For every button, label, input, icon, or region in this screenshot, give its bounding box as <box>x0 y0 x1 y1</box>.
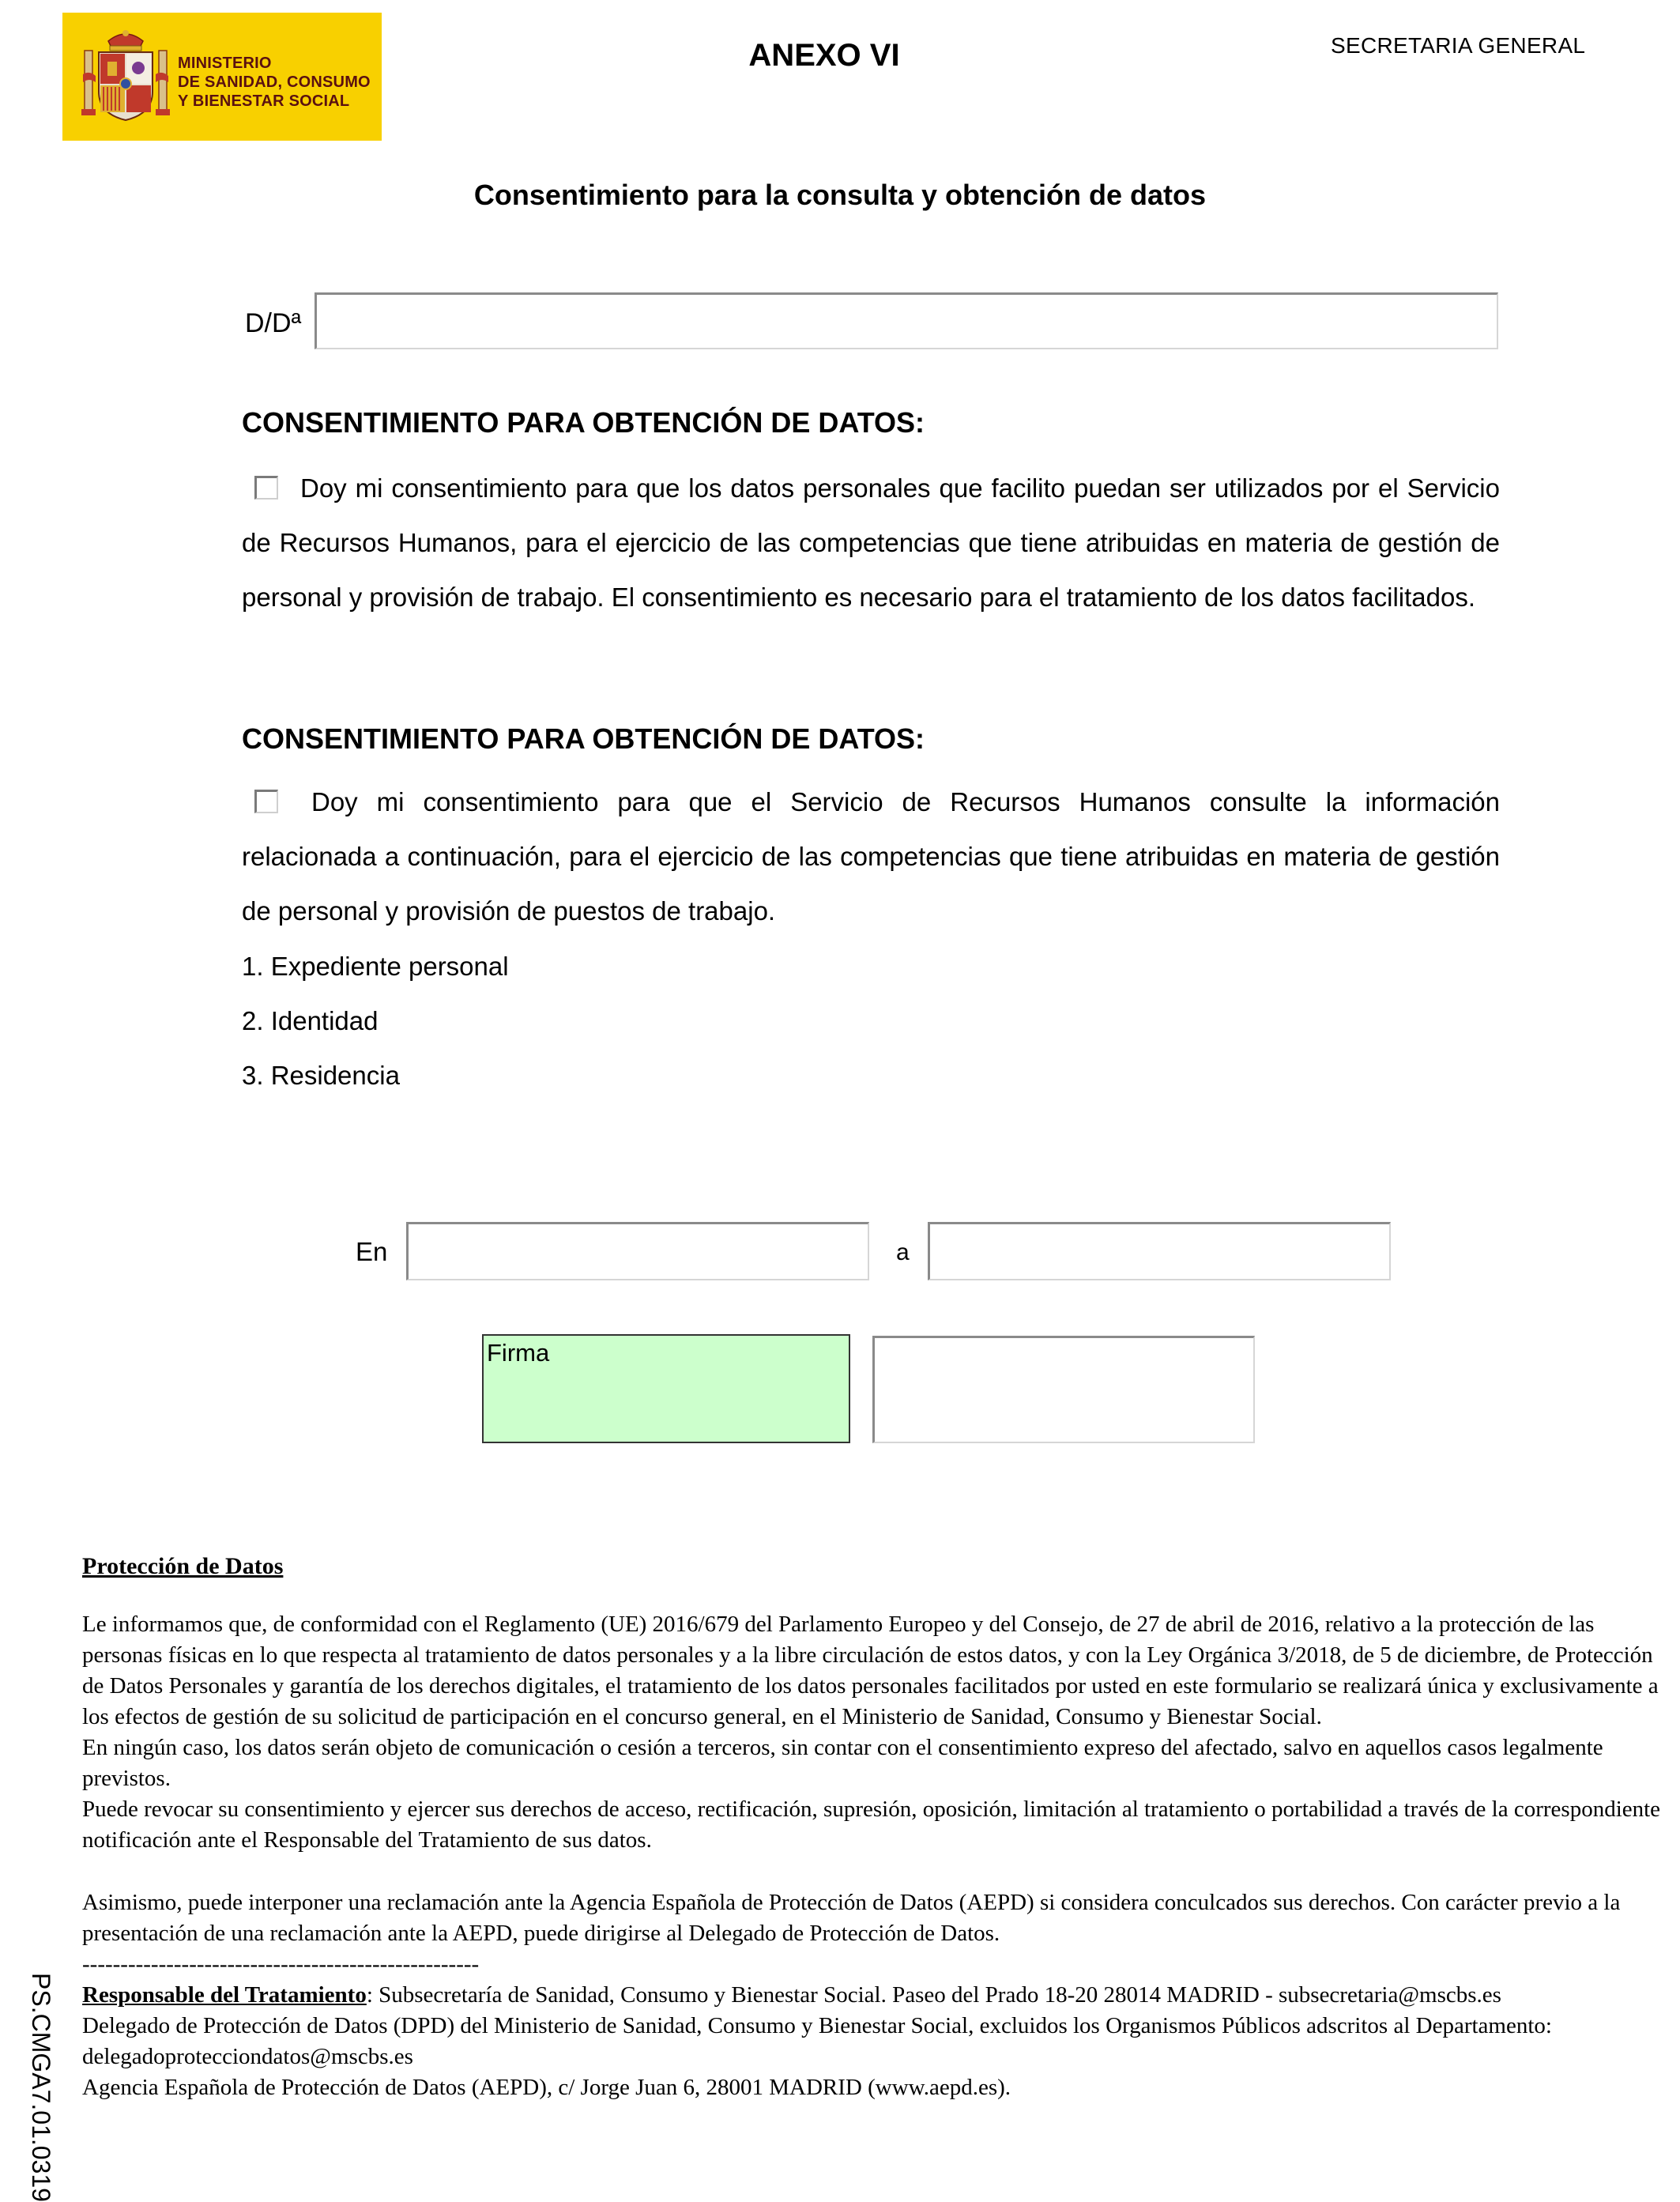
list-item: 1. Expediente personal <box>242 952 509 981</box>
date-label: a <box>896 1239 910 1265</box>
document-title: Consentimiento para la consulta y obtención de datos <box>473 179 1207 211</box>
section-heading-obtencion-2: CONSENTIMIENTO PARA OBTENCIÓN DE DATOS: <box>242 722 925 755</box>
list-item: 2. Identidad <box>242 1006 379 1035</box>
signature-label: Firma <box>487 1339 550 1367</box>
ministry-line: Y BIENESTAR SOCIAL <box>178 92 350 110</box>
data-protection-body <box>82 1609 1661 2103</box>
dda-label: D/Dª <box>245 308 302 338</box>
signature-field[interactable] <box>872 1336 1255 1443</box>
place-label: En <box>356 1237 388 1266</box>
ministry-line: MINISTERIO <box>178 55 272 72</box>
data-protection-paragraph: Le informamos que, de conformidad con el Reglamento (UE) 2016/679 del Parlamento Europeo y del Consejo, de 27 de abril de 2016, relativo a la protección de las personas físicas en lo que respecta al tratamiento de datos personales y a la libre circulación de estos datos, y con la Ley Orgánica 3/2018, de 5 de diciembre, de Protección de Datos Personales y garantía de los derechos digitales, el tratamiento de los datos personales facilitados por usted en este formulario se realizará única y exclusivamente a los efectos de gestión de su solicitud de participación en el concurso general, en el Ministerio de Sanidad, Consumo y Bienestar Social. <box>82 1612 1659 1729</box>
dda-name-field[interactable] <box>315 292 1498 349</box>
data-protection-title: Protección de Datos <box>82 1553 284 1579</box>
responsable-text: : Subsecretaría de Sanidad, Consumo y Bienestar Social. Paseo del Prado 18-20 28014 MADRID - subsecretaria@mscbs.es <box>366 1982 1501 2008</box>
ministry-line: DE SANIDAD, CONSUMO <box>178 74 371 91</box>
dpd-line: Delegado de Protección de Datos (DPD) del Ministerio de Sanidad, Consumo y Bienestar Social, excluidos los Organismos Públicos adscritos al Departamento: delegadoprotecciondatos@mscbs.es <box>82 2013 1552 2069</box>
responsable-line <box>82 1980 1661 2011</box>
list-item: 3. Residencia <box>242 1061 400 1090</box>
separator-line: ---------------------------------------------------- <box>82 1951 480 1977</box>
consent-checkbox-2[interactable] <box>254 790 278 813</box>
consent-text-2: Doy mi consentimiento para que el Servicio de Recursos Humanos consulte la información relacionada a continuación, para el ejercicio de las competencias que tiene atribuidas en materia de gestión de personal y provisión de puestos de trabajo. <box>242 787 1500 926</box>
signature-box[interactable] <box>482 1334 850 1443</box>
section-heading-obtencion-1: CONSENTIMIENTO PARA OBTENCIÓN DE DATOS: <box>242 406 925 439</box>
data-protection-paragraph: Asimismo, puede interponer una reclamación ante la Agencia Española de Protección de Datos (AEPD) si considera conculcados sus derechos. Con carácter previo a la presentación de una reclamación ante la AEPD, puede dirigirse al Delegado de Protección de Datos. <box>82 1890 1621 1946</box>
data-protection-paragraph: Puede revocar su consentimiento y ejercer sus derechos de acceso, rectificación, supresión, oposición, limitación al tratamiento o portabilidad a través de la correspondiente notificación ante el Responsable del Tratamiento de sus datos. <box>82 1797 1661 1853</box>
annex-title: ANEXO VI <box>748 38 900 73</box>
consulted-data-list <box>242 939 509 1103</box>
consent-checkbox-1[interactable] <box>254 476 278 500</box>
aepd-line: Agencia Española de Protección de Datos (AEPD), c/ Jorge Juan 6, 28001 MADRID (www.aepd.es). <box>82 2075 1011 2100</box>
place-field[interactable] <box>406 1222 869 1280</box>
data-protection-paragraph: En ningún caso, los datos serán objeto de comunicación o cesión a terceros, sin contar con el consentimiento expreso del afectado, salvo en aquellos casos legalmente previstos. <box>82 1735 1603 1791</box>
document-code: PS.CMGA7.01.0319 <box>27 1973 55 2202</box>
date-field[interactable] <box>928 1222 1391 1280</box>
secretaria-label: SECRETARIA GENERAL <box>1331 33 1586 58</box>
ministry-logo <box>62 13 382 141</box>
consent-text-1: Doy mi consentimiento para que los datos personales que facilito puedan ser utilizados por el Servicio de Recursos Humanos, para el ejercicio de las competencias que tiene atribuidas en materia de gestión de personal y provisión de trabajo. El consentimiento es necesario para el tratamiento de los datos facilitados. <box>242 473 1500 612</box>
responsable-label: Responsable del Tratamiento <box>82 1982 367 2008</box>
